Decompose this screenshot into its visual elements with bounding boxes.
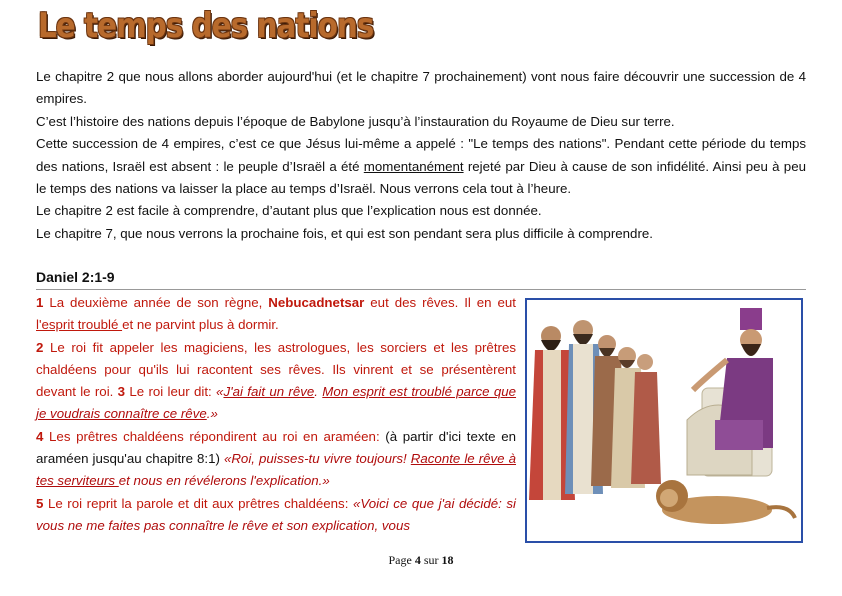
- verse-1-underlined: l'esprit troublé: [36, 317, 123, 333]
- intro-paragraph-3: [36, 133, 806, 200]
- king-crown: [740, 308, 762, 330]
- scripture-reference: Daniel 2:1-9: [36, 266, 806, 290]
- page-title: Le temps des nations: [38, 6, 374, 46]
- verse-4-quote-1: «Roi, puisses-tu vivre toujours!: [223, 451, 411, 467]
- page-footer: [0, 553, 842, 568]
- illustration-svg: [527, 300, 801, 541]
- verse-5: [36, 493, 516, 538]
- verse-1-text-b: eut des rêves. Il en eut: [364, 295, 516, 310]
- verse-number-1: 1: [36, 295, 44, 310]
- illustration-king-and-wise-men: [525, 298, 803, 543]
- intro-p3-underlined: momentanément: [363, 158, 464, 174]
- verse-3-quote-2: Mon esprit est troublé parce que je voudrais connaître ce rêve: [36, 384, 517, 422]
- verse-2-text: Le roi fit appeler les magiciens, les astrologues, les sorciers et les prêtres chaldéens pour qu'ils lui racontent ses rêves. Ils vinrent et se présentèrent devant le roi.: [36, 339, 516, 400]
- intro-text: [36, 66, 806, 245]
- verse-3-quote-1: J'ai fait un rêve: [223, 384, 315, 400]
- wise-man-5: [631, 354, 661, 484]
- king-arm: [693, 360, 727, 390]
- verse-4: [36, 426, 516, 493]
- intro-paragraph-1: Le chapitre 2 que nous allons aborder aujourd'hui (et le chapitre 7 prochainement) vont nous faire découvrir une succession de 4 empires.: [36, 69, 806, 107]
- verse-4-note: (à partir d'ici texte en araméen jusqu'au chapitre 8:1): [36, 428, 516, 467]
- verse-1-text-c: et ne parvint plus à dormir.: [122, 317, 279, 333]
- verse-4-text: Les prêtres chaldéens répondirent au roi en araméen:: [43, 428, 386, 444]
- intro-paragraph-5: Le chapitre 7, que nous verrons la prochaine fois, et qui est son pendant sera plus difficile à comprendre.: [36, 225, 653, 241]
- verse-number-3: 3: [117, 384, 126, 400]
- verse-3-quote-open: «: [216, 384, 224, 400]
- king-name: Nebucadnetsar: [268, 295, 365, 310]
- verse-3-text: Le roi leur dit:: [125, 384, 217, 400]
- verse-4-quote-2: Raconte le rêve à tes serviteurs: [36, 451, 517, 489]
- verse-3-quote-sep: .: [314, 384, 323, 400]
- verse-3-quote-close: .»: [206, 406, 218, 422]
- intro-p3-end: rejeté par Dieu à cause de son infidélité. Ainsi peu à peu le temps des nations va laisser la place au temps d’Israël. Nous verrons cela tout à l’heure.: [36, 158, 806, 197]
- scripture-passage: [36, 292, 516, 537]
- king-beard: [741, 344, 761, 356]
- verse-5-text: Le roi reprit la parole et dit aux prêtres chaldéens:: [43, 495, 353, 511]
- verse-1-text-a: La deuxième année de son règne,: [43, 295, 269, 310]
- intro-p3-start: Cette succession de 4 empires, c’est ce que Jésus lui-même a appelé : "Le temps des nations". Pendant cette période du temps des nations, Israël est absent : le peuple d’Israël a été: [36, 136, 806, 174]
- king-robe-lap: [715, 420, 763, 450]
- footer-separator: sur: [420, 553, 442, 567]
- verse-1-2-3: [36, 292, 516, 426]
- page-total: 18: [441, 553, 454, 567]
- verse-number-4: 4: [36, 428, 44, 444]
- verse-number-2: 2: [36, 339, 44, 355]
- verse-4-quote-3: et nous en révélerons l'explication.»: [118, 473, 330, 489]
- intro-paragraph-4: Le chapitre 2 est facile à comprendre, d’autant plus que l’explication nous est donnée.: [36, 203, 542, 219]
- footer-prefix: Page: [388, 553, 415, 567]
- page-number: 4: [414, 553, 421, 567]
- lion: [656, 480, 795, 524]
- intro-paragraph-2: C’est l’histoire des nations depuis l’époque de Babylone jusqu’à l’instauration du Royaume de Dieu sur terre.: [36, 113, 675, 129]
- verse-5-quote: «Voici ce que j'ai décidé: si vous ne me faites pas connaître le rêve et son explication, vous: [36, 495, 516, 533]
- verse-number-5: 5: [36, 495, 44, 511]
